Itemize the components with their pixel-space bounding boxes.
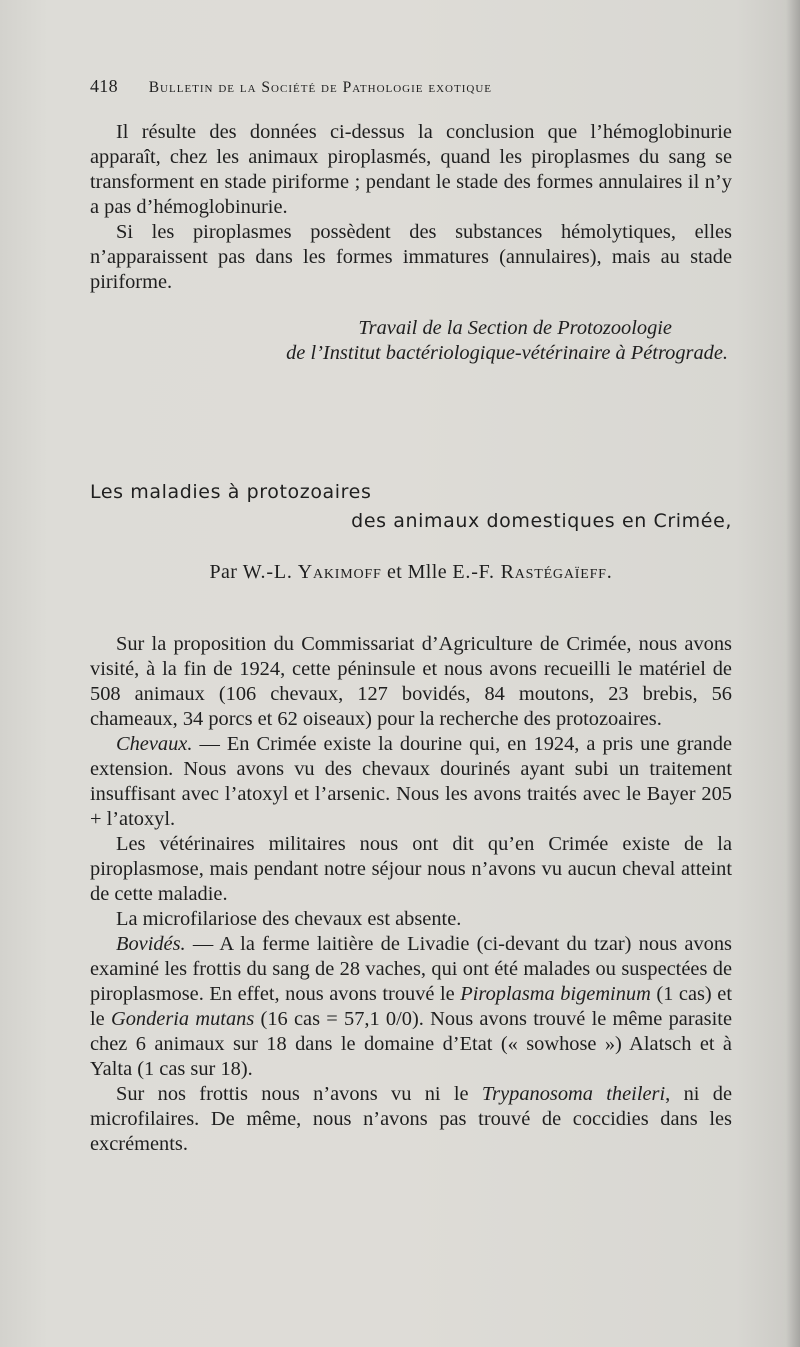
byline-prefix: Par <box>209 561 238 583</box>
article-title-line-2: des animaux domestiques en Crimée, <box>351 510 732 532</box>
article-byline <box>90 561 732 584</box>
body-paragraph-3: Les vétérinaires militaires nous ont dit qu’en Crimée existe de la piroplasmose, mais pendant notre séjour nous n’avons vu aucun cheval atteint de cette maladie. <box>90 833 732 905</box>
section-label-chevaux: Chevaux. <box>116 733 193 755</box>
body-paragraph-5 <box>90 932 732 1082</box>
article-title <box>90 478 732 536</box>
intro-text <box>90 120 732 295</box>
body-paragraph-4: La microfilariose des chevaux est absente. <box>116 908 462 930</box>
article-title-line-1: Les maladies à protozoaires <box>90 481 372 503</box>
page-edge-shadow <box>786 0 800 1347</box>
body-paragraph-6 <box>90 1082 732 1157</box>
page-number: 418 <box>90 76 118 96</box>
article-body <box>90 632 732 1157</box>
body-paragraph-5-text-a: — A la ferme laitière de Livadie (ci-devant du tzar) nous avons examiné les frottis du sang de 28 vaches, qui ont été malades ou suspectées de piroplasmose. En effet, nous avons trouvé le <box>90 933 732 1005</box>
body-paragraph-2 <box>90 732 732 832</box>
section-label-bovides: Bovidés. <box>116 933 186 955</box>
signature-line-2: de l’Institut bactériologique-vétérinaire à Pétrograde. <box>286 342 728 364</box>
byline-joiner: et Mlle <box>386 561 447 583</box>
species-trypanosoma: Trypanosoma theileri <box>481 1083 666 1105</box>
body-paragraph-6-text-b: , ni de microfilaires. De même, nous n’avons pas trouvé de coccidies dans les excréments. <box>90 1083 733 1155</box>
signature-line-1: Travail de la Section de Protozoologie <box>358 317 672 339</box>
author-2: E.-F. Rastégaïeff. <box>452 561 613 583</box>
body-paragraph-6-text-a: Sur nos frottis nous n’avons vu ni le <box>116 1083 482 1105</box>
body-paragraph-2-text: — En Crimée existe la dourine qui, en 1924, a pris une grande extension. Nous avons vu des chevaux dourinés ayant subi un traitement insuffisant avec l’atoxyl et l’arsenic. Nous les avons traités avec le Bayer 205 + l’atoxyl. <box>90 733 732 830</box>
signature-block <box>90 316 732 366</box>
intro-paragraph-2: Si les piroplasmes possèdent des substances hémolytiques, elles n’apparaissent pas dans les formes immatures (annulaires), mais au stade piriforme. <box>90 221 732 293</box>
species-piroplasma: Piroplasma bigeminum <box>460 983 651 1005</box>
species-gonderia: Gonderia mutans <box>110 1008 255 1030</box>
author-1: W.-L. Yakimoff <box>242 561 382 583</box>
body-paragraph-5-text-b: (1 cas) et le <box>90 983 732 1030</box>
body-paragraph-5-text-c: (16 cas = 57,1 0/0). Nous avons trouvé le même parasite chez 6 animaux sur 18 dans le domaine d’Etat (« sowhose ») Alatsch et à Yalta (1 cas sur 18). <box>90 1008 732 1080</box>
body-paragraph-1: Sur la proposition du Commissariat d’Agriculture de Crimée, nous avons visité, à la fin de 1924, cette péninsule et nous avons recueilli le matériel de 508 animaux (106 chevaux, 127 bovidés, 84 moutons, 23 brebis, 56 chameaux, 34 porcs et 62 oiseaux) pour la recherche des protozoaires. <box>90 633 732 730</box>
intro-paragraph-1: Il résulte des données ci-dessus la conclusion que l’hémoglobinurie apparaît, chez les animaux piroplasmés, quand les piroplasmes du sang se transforment en stade piriforme ; pendant le stade des formes annulaires il n’y a pas d’hémoglobinurie. <box>90 121 732 218</box>
running-title: Bulletin de la Société de Pathologie exotique <box>148 79 492 96</box>
running-header <box>90 76 650 97</box>
